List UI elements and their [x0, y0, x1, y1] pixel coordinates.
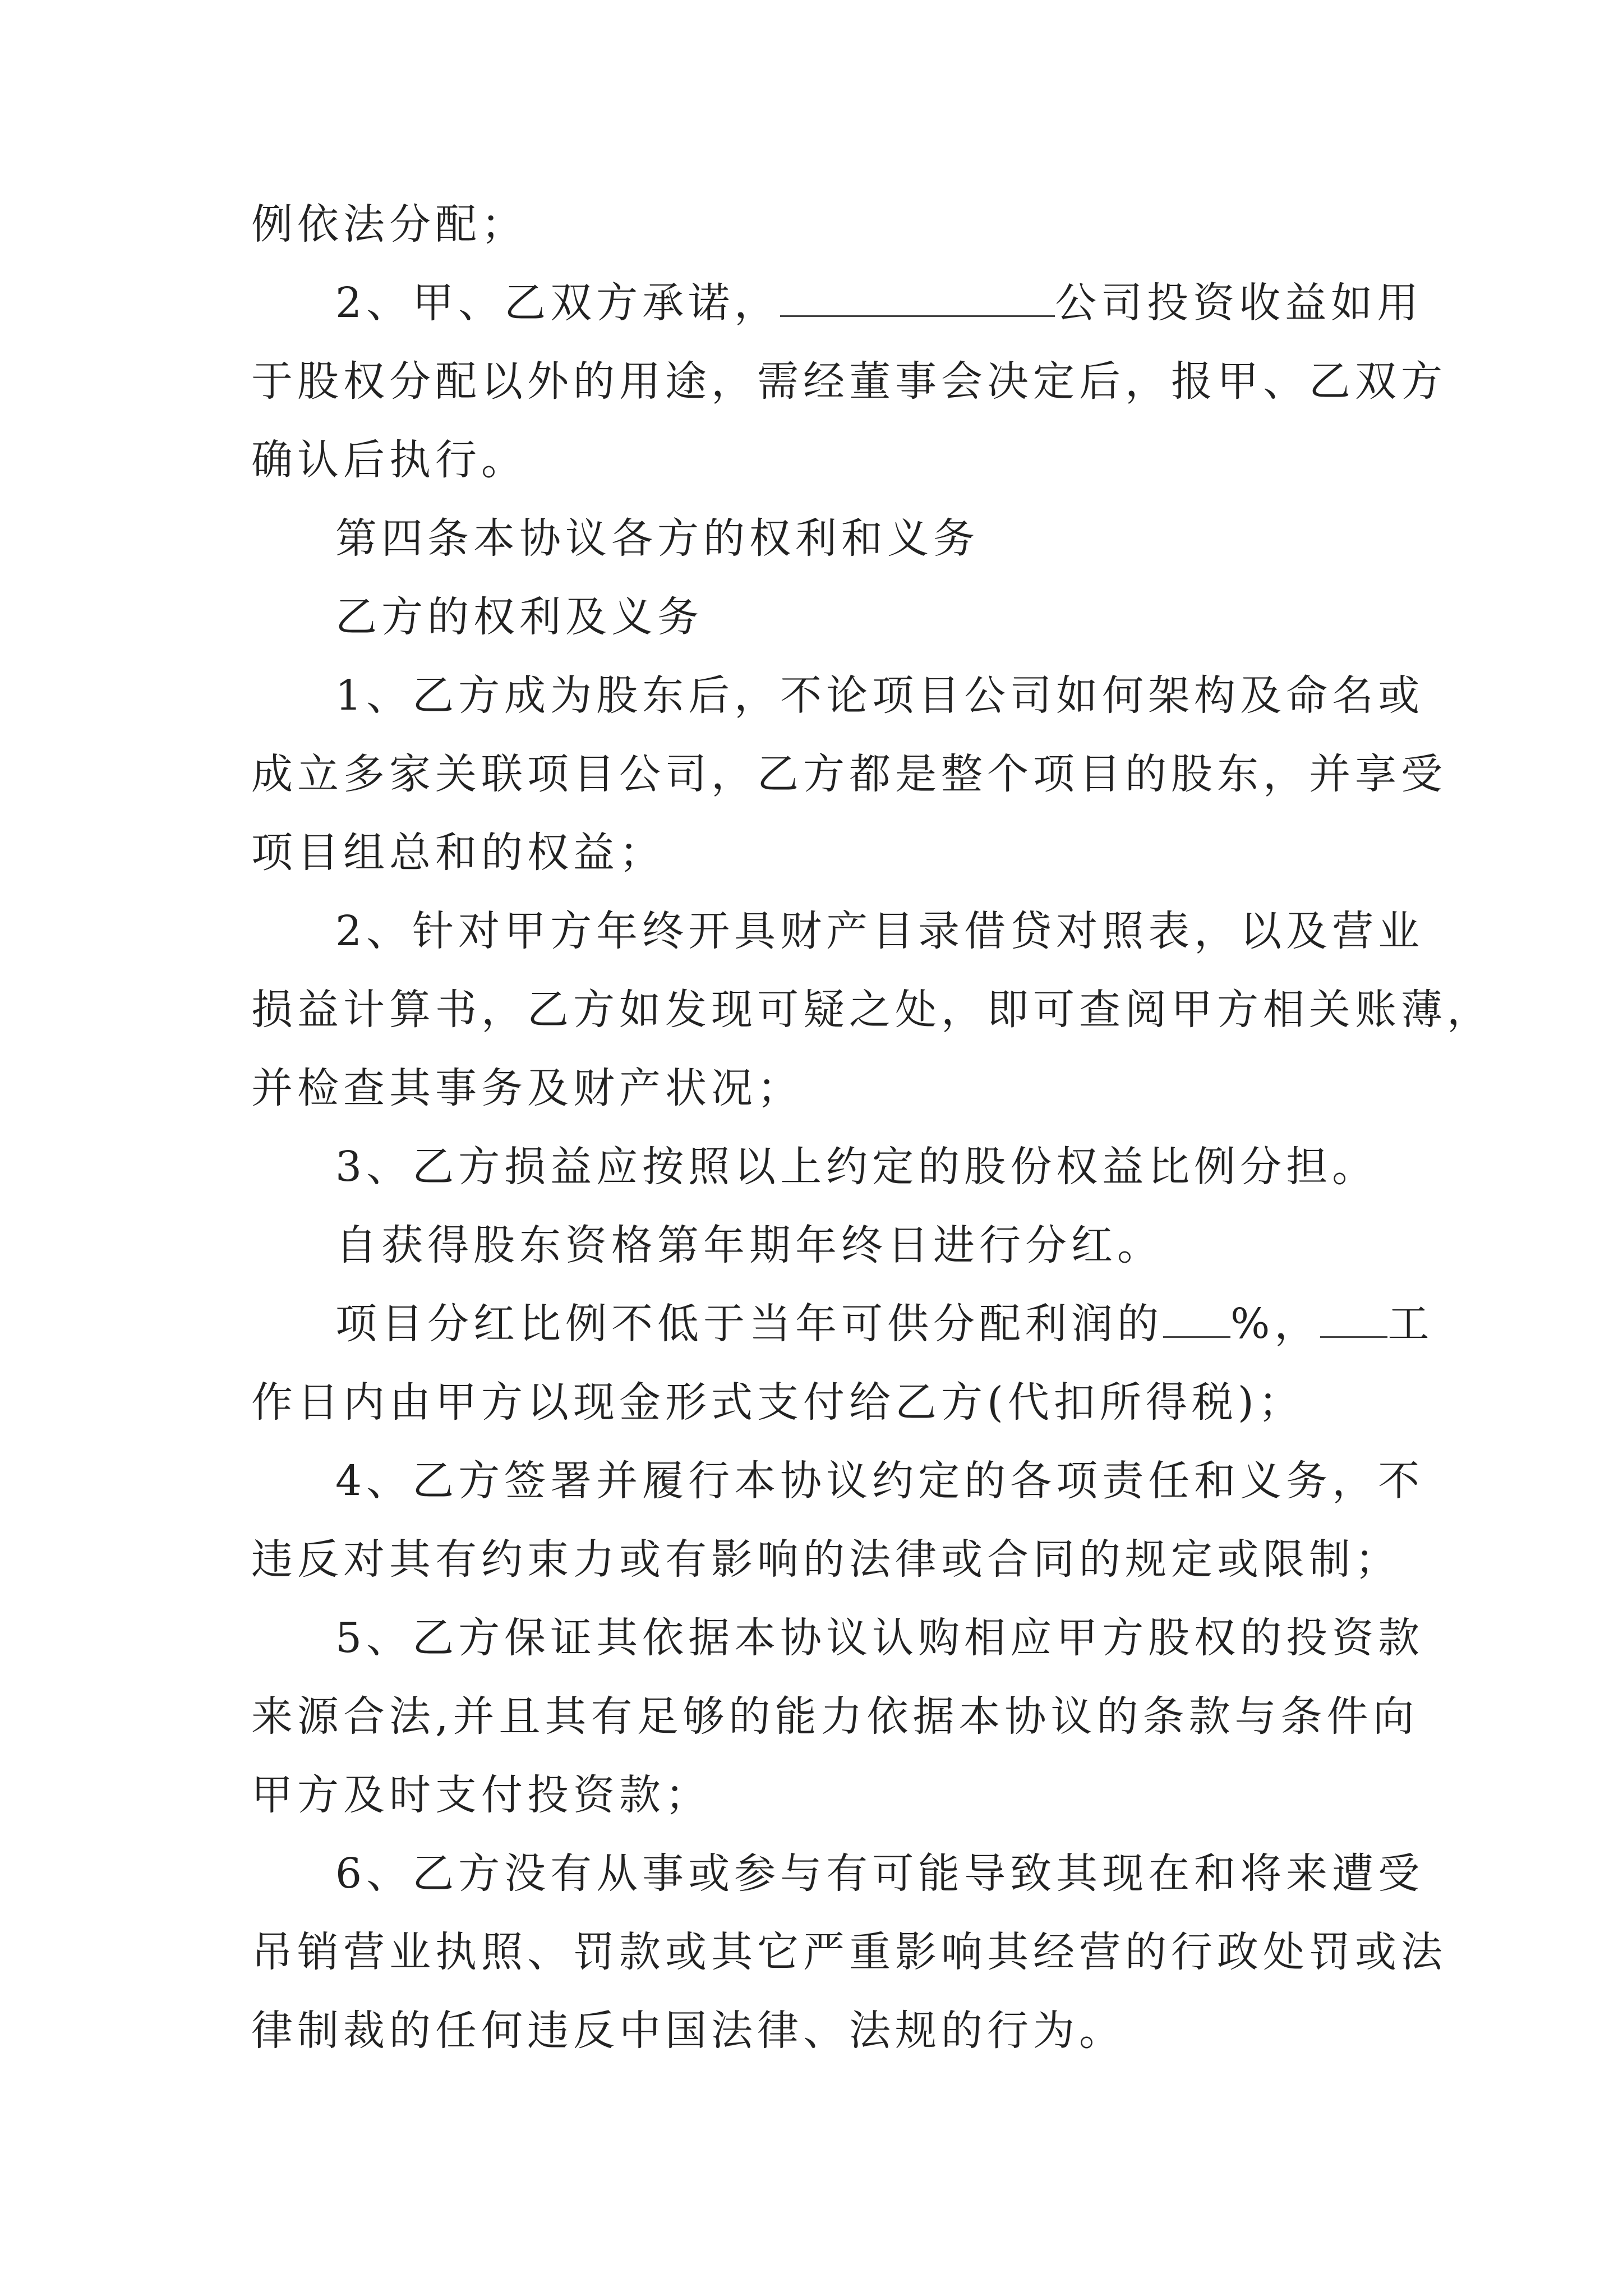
paragraph-line: 并检查其事务及财产状况； — [251, 1064, 803, 1112]
paragraph-line: 作日内由甲方以现金形式支付给乙方(代扣所得税)； — [251, 1378, 1304, 1427]
document-body — [251, 185, 1493, 2070]
section-heading: 第四条本协议各方的权利和义务 — [335, 514, 979, 563]
paragraph-line: 1、乙方成为股东后，不论项目公司如何架构及命名或 — [335, 671, 1424, 720]
line-text: %， — [1230, 1300, 1321, 1348]
paragraph-line: 于股权分配以外的用途，需经董事会决定后，报甲、乙双方 — [251, 357, 1447, 406]
line-text: 2、甲、乙双方承诺， — [335, 279, 781, 327]
paragraph-line: 6、乙方没有从事或参与有可能导致其现在和将来遭受 — [335, 1849, 1424, 1898]
paragraph-line: 例依法分配； — [251, 200, 527, 249]
line-text: 公司投资收益如用 — [1055, 279, 1423, 327]
fill-in-blank — [1163, 1301, 1230, 1338]
paragraph-line: 甲方及时支付投资款； — [251, 1771, 711, 1819]
paragraph-line: 成立多家关联项目公司，乙方都是整个项目的股东，并享受 — [251, 750, 1447, 798]
paragraph-line — [251, 264, 1423, 342]
paragraph-line: 2、针对甲方年终开具财产目录借贷对照表，以及营业 — [335, 907, 1424, 955]
paragraph-line: 3、乙方损益应按照以上约定的股份权益比例分担。 — [335, 1143, 1378, 1191]
line-text: 工 — [1387, 1300, 1434, 1348]
paragraph-line: 确认后执行。 — [251, 436, 527, 484]
paragraph-line: 5、乙方保证其依据本协议认购相应甲方股权的投资款 — [335, 1614, 1424, 1662]
fill-in-blank — [780, 280, 1055, 317]
fill-in-blank — [1320, 1301, 1387, 1338]
paragraph-line: 项目组总和的权益； — [251, 829, 665, 877]
paragraph-line: 损益计算书，乙方如发现可疑之处，即可查阅甲方相关账薄， — [251, 986, 1493, 1034]
paragraph-line: 4、乙方签署并履行本协议约定的各项责任和义务，不 — [335, 1457, 1424, 1505]
paragraph-line: 违反对其有约束力或有影响的法律或合同的规定或限制； — [251, 1535, 1401, 1584]
line-text: 项目分红比例不低于当年可供分配利润的 — [335, 1300, 1163, 1348]
paragraph-line: 来源合法,并且其有足够的能力依据本协议的条款与条件向 — [251, 1692, 1419, 1741]
paragraph-line: 吊销营业执照、罚款或其它严重影响其经营的行政处罚或法 — [251, 1928, 1447, 1976]
subsection-heading: 乙方的权利及义务 — [335, 593, 703, 641]
paragraph-line: 自获得股东资格第年期年终日进行分红。 — [335, 1221, 1163, 1269]
paragraph-line — [251, 1285, 1434, 1363]
paragraph-line: 律制裁的任何违反中国法律、法规的行为。 — [251, 2007, 1125, 2055]
